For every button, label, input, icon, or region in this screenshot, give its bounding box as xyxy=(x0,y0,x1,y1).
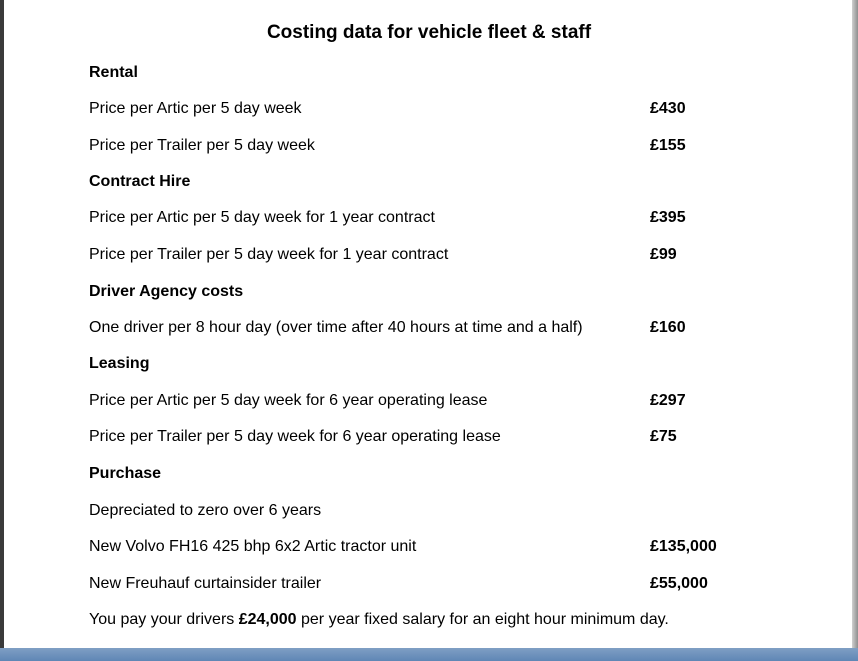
leasing-artic-price: £297 xyxy=(650,392,686,409)
document-title: Costing data for vehicle fleet & staff xyxy=(266,22,592,43)
leasing-trailer-price: £75 xyxy=(650,428,677,445)
contract-hire-trailer-price: £99 xyxy=(650,246,677,263)
salary-note xyxy=(89,610,669,630)
window-bottom-bar xyxy=(0,648,858,661)
section-heading-leasing: Leasing xyxy=(89,355,150,372)
leasing-artic-label: Price per Artic per 5 day week for 6 year operating lease xyxy=(89,392,488,409)
contract-hire-trailer-label: Price per Trailer per 5 day week for 1 year contract xyxy=(89,246,449,263)
purchase-trailer-price: £55,000 xyxy=(650,575,708,592)
rental-artic-label: Price per Artic per 5 day week xyxy=(89,100,302,117)
purchase-tractor-label: New Volvo FH16 425 bhp 6x2 Artic tractor unit xyxy=(89,538,417,555)
leasing-trailer-label: Price per Trailer per 5 day week for 6 year operating lease xyxy=(89,428,501,445)
salary-note-suffix: per year fixed salary for an eight hour minimum day. xyxy=(296,611,669,628)
driver-agency-price: £160 xyxy=(650,319,686,336)
section-heading-driver-agency: Driver Agency costs xyxy=(89,283,244,300)
purchase-trailer-label: New Freuhauf curtainsider trailer xyxy=(89,575,322,592)
section-heading-contract-hire: Contract Hire xyxy=(89,173,191,190)
rental-trailer-price: £155 xyxy=(650,137,686,154)
purchase-tractor-price: £135,000 xyxy=(650,538,717,555)
rental-artic-price: £430 xyxy=(650,100,686,117)
page-left-border xyxy=(0,0,4,661)
purchase-note: Depreciated to zero over 6 years xyxy=(89,502,322,519)
salary-note-prefix: You pay your drivers xyxy=(89,611,239,628)
driver-agency-label: One driver per 8 hour day (over time after 40 hours at time and a half) xyxy=(89,319,583,336)
rental-trailer-label: Price per Trailer per 5 day week xyxy=(89,137,315,154)
section-heading-rental: Rental xyxy=(89,64,138,81)
salary-amount: £24,000 xyxy=(238,611,297,628)
page-right-border xyxy=(852,0,858,661)
section-heading-purchase: Purchase xyxy=(89,465,162,482)
contract-hire-artic-price: £395 xyxy=(650,209,686,226)
contract-hire-artic-label: Price per Artic per 5 day week for 1 year contract xyxy=(89,209,435,226)
